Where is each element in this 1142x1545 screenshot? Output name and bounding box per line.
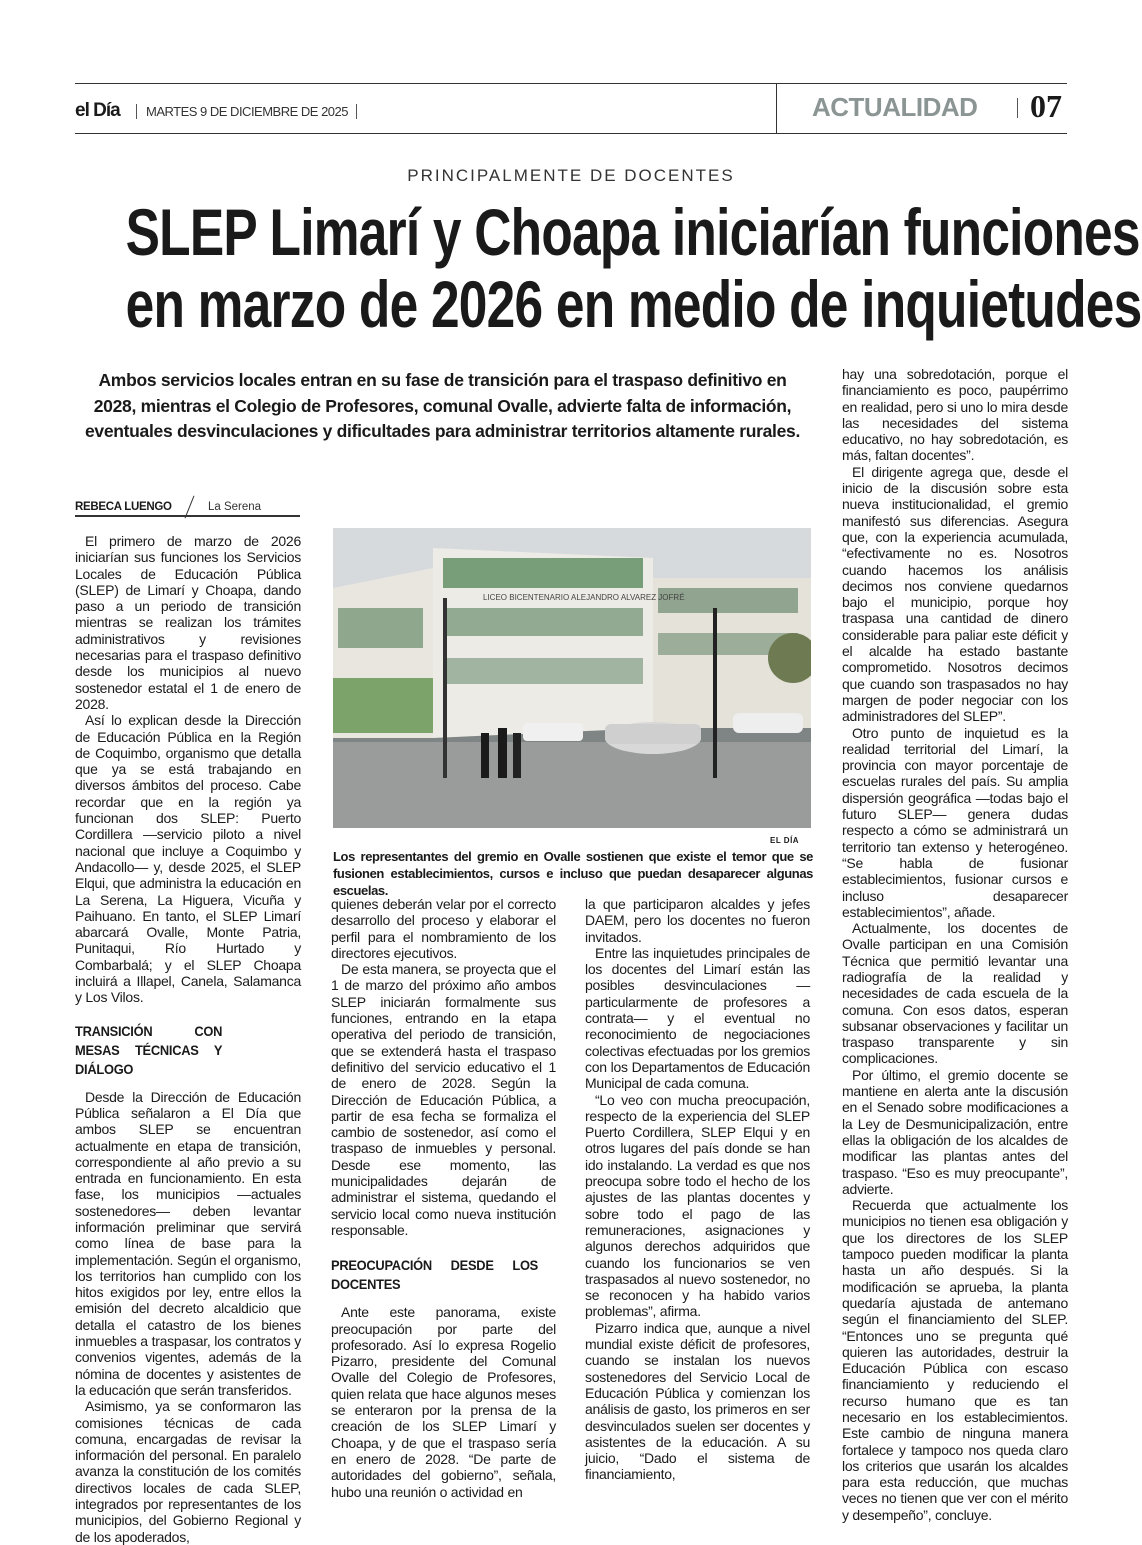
paragraph: De esta manera, se proyecta que el 1 de marzo del próximo año ambos SLEP iniciarán formalmente sus funciones, entrando en la etapa operativa del periodo de transición, que se extenderá hasta el traspaso definitivo del servicio educativo el 1 de enero de 2028. Según la Dirección de Educación Pública, a partir de esa fecha se formaliza el cambio de sostenedor, así como el traspaso de inmuebles y personal. Desde ese momento, las municipalidades dejarán de administrar el sistema, quedando el servicio local como nueva institución responsable. [331, 961, 556, 1238]
header-divider [776, 84, 777, 133]
column-4 [842, 366, 1068, 1523]
title-line: SLEP Limarí y Choapa iniciarían funciones [125, 195, 1140, 269]
byline [75, 497, 300, 517]
paragraph: Así lo explican desde la Dirección de Educación Pública en la Región de Coquimbo, organismo que detalla que ya se está trabajando en diversos ámbitos del proceso. Cabe recordar que en la región ya funcionan dos SLEP: Puerto Cordillera —servicio piloto a nivel nacional que incluye a Coquimbo y Andacollo— y, desde 2025, el SLEP Elqui, que administra la educación en La Serena, La Higuera, Vicuña y Paihuano. En tanto, el SLEP Limarí abarcará Ovalle, Monte Patria, Punitaqui, Río Hurtado y Combarbalá; y el SLEP Choapa incluirá a Illapel, Canela, Salamanca y Los Vilos. [75, 712, 301, 1006]
column-1 [75, 533, 301, 1545]
byline-slash [185, 496, 195, 519]
article-photo [333, 528, 811, 828]
column-3 [585, 896, 810, 1483]
header-rule-top [75, 83, 1067, 84]
paragraph: quienes deberán velar por el correcto desarrollo del proceso y elaborar el perfil para el nombramiento de los directores ejecutivos. [331, 896, 556, 961]
paragraph: “Lo veo con mucha preocupación, respecto de la experiencia del SLEP Puerto Cordillera, SLEP Elqui y en otros lugares del país donde se han ido instalando. La verdad es que nos preocupa sobre todo el hecho de los ajustes de las plantas docentes y sobre todo el pago de las remuneraciones, asignaciones y algunos derechos adquiridos que cuando los funcionarios se ven traspasados al nuevo sostenedor, no se reconocen y ha habido varios problemas”, afirma. [585, 1091, 810, 1320]
photo-caption: Los representantes del gremio en Ovalle sostienen que existe el temor que se fusionen establecimientos, cursos e incluso que puedan desaparecer algunas escuelas. [333, 849, 813, 898]
paragraph: Recuerda que actualmente los municipios no tienen esa obligación y que los directores de los SLEP tampoco pueden modificar la planta hasta un año después. Si la modificación se aprueba, la planta quedaría ajustada de antemano según el financiamiento del SLEP. “Entonces uno se pregunta qué quieren las autoridades, destruir la Educación Pública con escaso financiamiento y reduciendo el recurso humano que es tan necesario en los establecimientos. Este cambio de ninguna manera fortalece y tampoco nos queda claro los criterios que usarán los alcaldes para esta reducción, que muchas veces no tienen que ver con el mérito y desempeño”, concluye. [842, 1197, 1068, 1523]
school-building-photo [333, 528, 811, 828]
paragraph: Pizarro indica que, aunque a nivel mundial existe déficit de profesores, cuando se instalan los nuevos sostenedores del Servicio Local de Educación Pública y comienzan los análisis de gasto, los primeros en ser desvinculados suelen ser docentes y asistentes de la educación. A su juicio, “Dado el sistema de financiamiento, [585, 1319, 810, 1483]
article-title [0, 196, 1142, 340]
newspaper-logo: el Día [75, 100, 120, 121]
article-lead: Ambos servicios locales entran en su fase de transición para el traspaso definitivo en 2028, mientras el Colegio de Profesores, comunal Ovalle, advierte falta de información, eventuales desvinculaciones y dificultades para administrar territorios altamente rurales. [84, 370, 801, 441]
title-line: en marzo de 2026 en medio de inquietudes [125, 267, 1142, 341]
subheading: TRANSICIÓN CON MESAS TÉCNICAS Y DIÁLOGO [75, 1022, 223, 1077]
issue-date: MARTES 9 DE DICIEMBRE DE 2025 [136, 104, 357, 119]
paragraph: hay una sobredotación, porque el financiamiento es poco, paupérrimo en realidad, pero si uno lo mira desde las necesidades del sistema educativo, no hay sobredotación, es más, faltan docentes”. [842, 366, 1068, 464]
paragraph: Otro punto de inquietud es la realidad territorial del Limarí, la provincia con mayor porcentaje de escuelas rurales del país. Su amplia dispersión geográfica —todas bajo el futuro SLEP— genera dudas respecto a cómo se administrará un territorio tan extenso y heterogéneo. “Se habla de fusionar establecimientos, fusionar cursos e incluso desaparecer establecimientos”, añade. [842, 724, 1068, 920]
paragraph: Asimismo, ya se conformaron las comisiones técnicas de cada comuna, encargadas de revisar la información del personal. En paralelo avanza la constitución de los comités directivos locales de cada SLEP, integrados por representantes de los municipios, del Gobierno Regional y de los apoderados, [75, 1398, 301, 1545]
section-name: ACTUALIDAD [812, 92, 978, 122]
paragraph: El primero de marzo de 2026 iniciarían sus funciones los Servicios Locales de Educación Pública (SLEP) de Limarí y Choapa, dando paso a un periodo de transición mientras se realizan los trámites administrativos y revisiones necesarias para el traspaso definitivo desde los municipios al nuevo sostenedor estatal el 1 de enero de 2028. [75, 533, 301, 712]
building-sign: LICEO BICENTENARIO ALEJANDRO ALVAREZ JOFRÉ [483, 593, 685, 602]
dateline-location: La Serena [208, 501, 262, 513]
paragraph: la que participaron alcaldes y jefes DAEM, pero los docentes no fueron invitados. [585, 896, 810, 945]
author: REBECA LUENGO [75, 501, 172, 513]
page-number: 07 [1030, 88, 1062, 124]
paragraph: Desde la Dirección de Educación Pública señalaron a El Día que ambos SLEP se encuentran actualmente en etapa de transición, correspondiente al año previo a su entrada en funcionamiento. En esta fase, los municipios —actuales sostenedores— deben levantar información preliminar que servirá como línea de base para la implementación. Según el organismo, los territorios han cumplido con los hitos exigidos por ley, entre ellos la emisión del decreto alcaldicio que detalla el catastro de los bienes inmuebles a traspasar, los contratos y convenios vigentes, además de la nómina de docentes y asistentes de la educación que serán transferidos. [75, 1088, 301, 1398]
page-number-divider [1017, 98, 1018, 118]
header-rule-bottom [75, 133, 1067, 134]
paragraph: Entre las inquietudes principales de los docentes del Limarí están las posibles desvinculaciones —particularmente de profesores a contrata— y el eventual no reconocimiento de negociaciones colectivas efectuadas por los gremios con los Departamentos de Educación Municipal de cada comuna. [585, 944, 810, 1092]
photo-credit: EL DÍA [770, 836, 800, 845]
paragraph: El dirigente agrega que, desde el inicio de la discusión sobre esta nueva institucionalidad, el gremio manifestó sus diferencias. Asegura que, con la experiencia acumulada, “efectivamente no es. Nosotros cuando hacemos los análisis decimos nos conviene quedarnos bajo el municipio, porque hoy traspasa una cantidad de dinero considerable para paliar este déficit y el alcalde ha estado bastante comprometido. Nosotros decimos que cuando son traspasados no hay margen de poder negociar con los administradores del SLEP”. [842, 463, 1068, 725]
paragraph: Ante este panorama, existe preocupación por parte del profesorado. Así lo expresa Rogelio Pizarro, presidente del Comunal Ovalle del Colegio de Profesores, quien relata que hace algunos meses se enteraron por la prensa de la creación de los SLEP Limarí y Choapa, y de que el traspaso sería en enero de 2028. “De parte de autoridades del gobierno”, señala, hubo una reunión o actividad en [331, 1304, 556, 1500]
paragraph: Por último, el gremio docente se mantiene en alerta ante la discusión en el Senado sobre modificaciones a la Ley de Desmunicipalización, entre ellas la obligación de los alcaldes de modificar las plantas antes del traspaso. “Eso es muy preocupante”, advierte. [842, 1066, 1068, 1197]
paragraph: Actualmente, los docentes de Ovalle participan en una Comisión Técnica que permitió levantar una radiografía de la realidad y necesidades de cada escuela de la comuna. Con esos datos, esperan subsanar observaciones y facilitar un traspaso transparente y sin complicaciones. [842, 920, 1068, 1067]
subheading: PREOCUPACIÓN DESDE LOS DOCENTES [331, 1257, 538, 1293]
column-2 [331, 896, 556, 1500]
article-kicker: PRINCIPALMENTE DE DOCENTES [407, 166, 735, 185]
